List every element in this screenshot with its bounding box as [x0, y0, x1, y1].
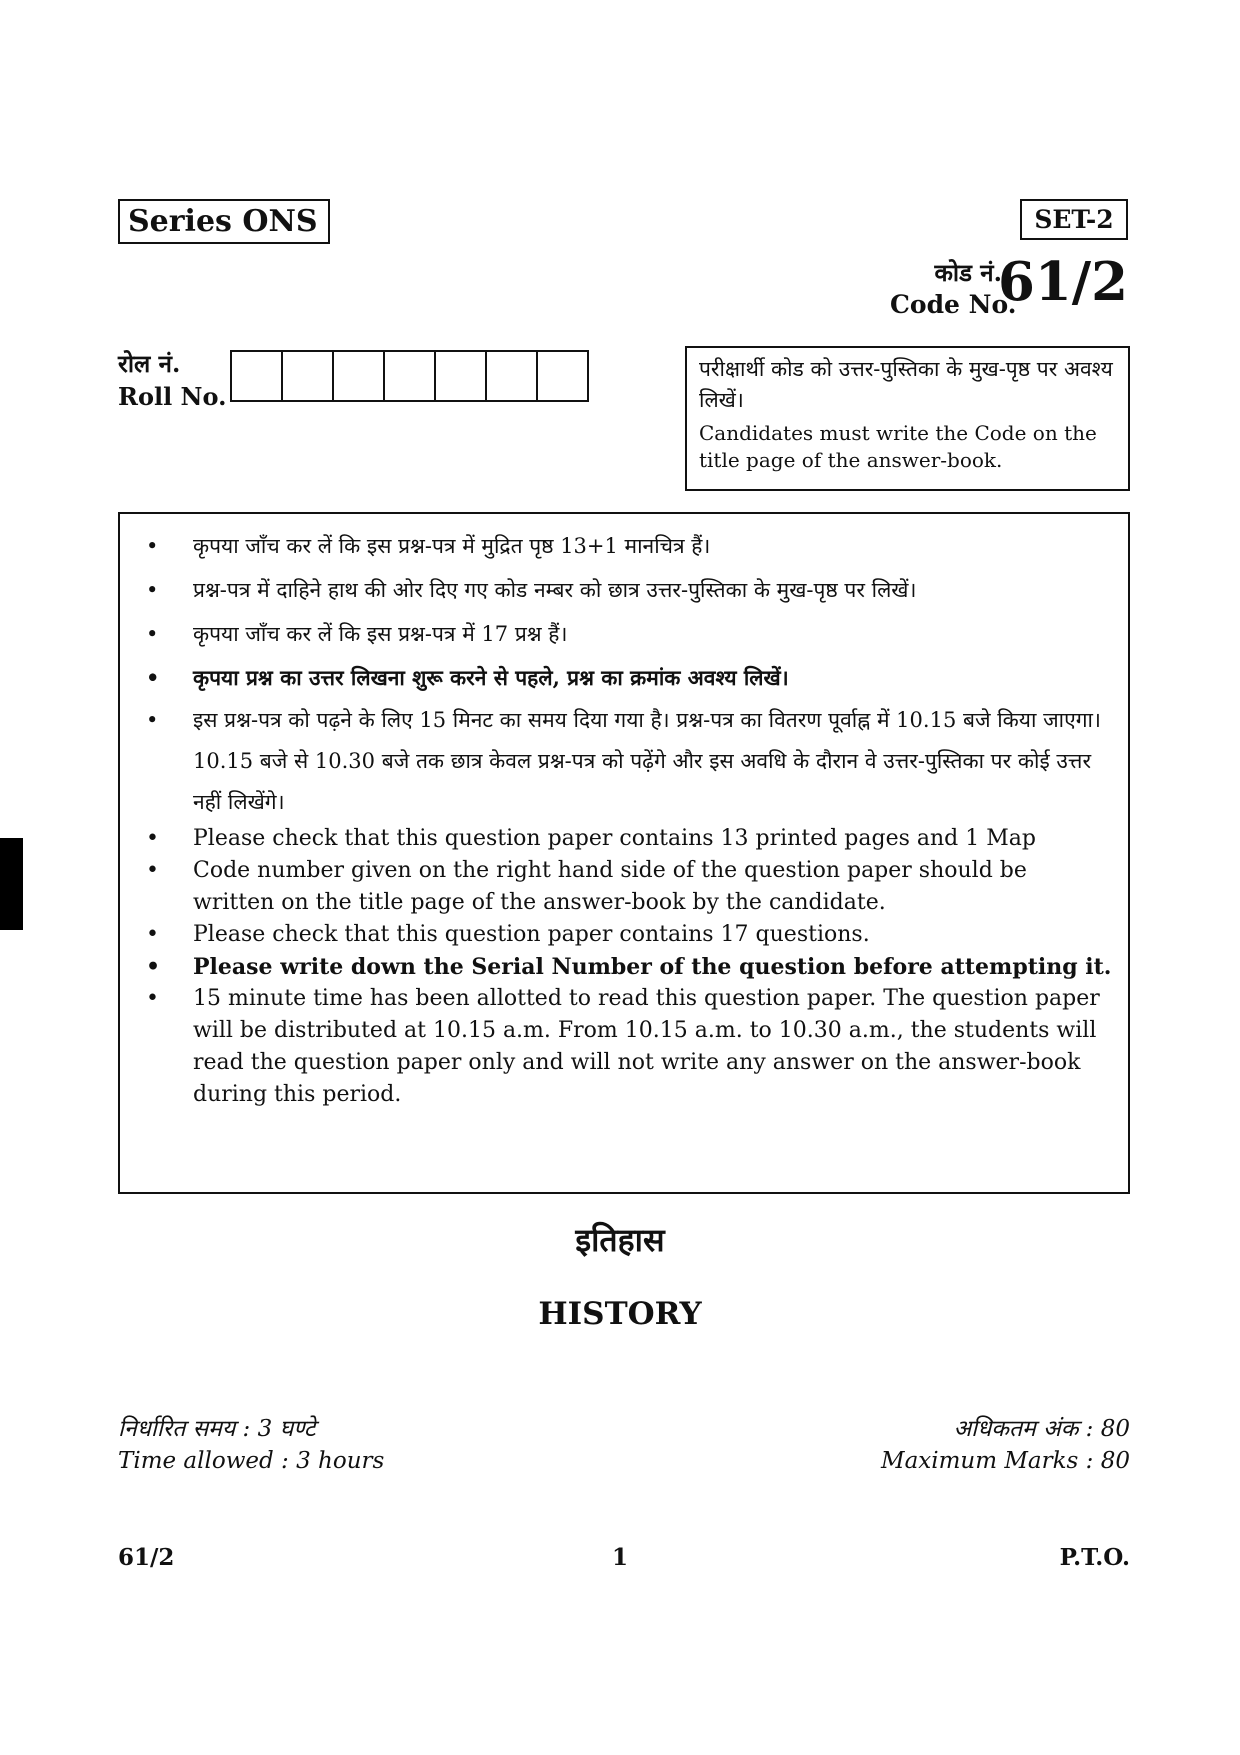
roll-cell[interactable]	[232, 352, 283, 400]
bullet: •	[146, 986, 159, 1011]
footer-code: 61/2	[118, 1544, 175, 1571]
bullet: •	[146, 922, 159, 947]
candidate-note-box	[685, 346, 1130, 491]
pto-label: P.T.O.	[1059, 1544, 1130, 1571]
instruction-text: Please check that this question paper contains 13 printed pages and 1 Map	[193, 826, 1036, 851]
time-allowed-english: Time allowed : 3 hours	[118, 1448, 385, 1474]
instruction-item	[130, 700, 1114, 823]
bullet: •	[146, 826, 159, 851]
instruction-text: कृपया जाँच कर लें कि इस प्रश्न-पत्र में 17 प्रश्न हैं।	[193, 622, 568, 646]
bullet: •	[146, 578, 159, 602]
bullet: •	[146, 954, 161, 980]
page-number: 1	[611, 1544, 628, 1571]
instruction-text: Code number given on the right hand side of the question paper should be written on the title page of the answer-book by the candidate.	[193, 858, 1027, 915]
roll-cell[interactable]	[487, 352, 538, 400]
instruction-text: Please write down the Serial Number of the question before attempting it.	[193, 954, 1112, 980]
code-label-hindi: कोड नं.	[934, 258, 1002, 287]
series-label: Series ONS	[118, 199, 330, 244]
max-marks-english: Maximum Marks : 80	[881, 1448, 1130, 1474]
subject-title-english: HISTORY	[538, 1296, 702, 1332]
instruction-text: Please check that this question paper contains 17 questions.	[193, 922, 870, 947]
instruction-item	[130, 919, 1114, 951]
max-marks-hindi: अधिकतम अंक : 80	[953, 1416, 1130, 1442]
roll-cell[interactable]	[436, 352, 487, 400]
code-number: 61/2	[998, 251, 1128, 313]
instruction-text: प्रश्न-पत्र में दाहिने हाथ की ओर दिए गए कोड नम्बर को छात्र उत्तर-पुस्तिका के मुख-पृष्ठ पर लिखें।	[193, 578, 917, 602]
instruction-item	[130, 656, 1114, 700]
registration-mark	[0, 838, 23, 930]
instruction-text: 15 minute time has been allotted to read this question paper. The question paper will be distributed at 10.15 a.m. From 10.15 a.m. to 10.30 a.m., the students will read the question paper only and will not write any answer on the answer-book during this period.	[193, 986, 1100, 1107]
time-allowed-hindi: निर्धारित समय : 3 घण्टे	[118, 1416, 316, 1442]
instruction-item	[130, 524, 1114, 568]
roll-label-hindi: रोल नं.	[118, 349, 181, 378]
code-label-english: Code No.	[890, 290, 1017, 319]
roll-cell[interactable]	[538, 352, 587, 400]
roll-number-grid	[230, 350, 589, 402]
instruction-item	[130, 855, 1114, 919]
roll-cell[interactable]	[385, 352, 436, 400]
bullet: •	[146, 622, 159, 646]
instruction-text: कृपया प्रश्न का उत्तर लिखना शुरू करने से पहले, प्रश्न का क्रमांक अवश्य लिखें।	[193, 665, 789, 690]
bullet: •	[146, 534, 159, 558]
bullet: •	[146, 708, 159, 732]
bullet: •	[146, 665, 160, 690]
instruction-item	[130, 568, 1114, 612]
instructions-box	[118, 512, 1130, 1194]
instruction-item	[130, 951, 1114, 983]
candidate-note-hindi: परीक्षार्थी कोड को उत्तर-पुस्तिका के मुख-पृष्ठ पर अवश्य लिखें।	[699, 357, 1113, 412]
instruction-text: कृपया जाँच कर लें कि इस प्रश्न-पत्र में मुद्रित पृष्ठ 13+1 मानचित्र हैं।	[193, 534, 711, 558]
instruction-item	[130, 612, 1114, 656]
bullet: •	[146, 858, 159, 883]
subject-title-hindi: इतिहास	[575, 1221, 665, 1259]
set-label: SET-2	[1020, 199, 1128, 240]
instruction-item	[130, 983, 1114, 1111]
instruction-item	[130, 823, 1114, 855]
instruction-text: इस प्रश्न-पत्र को पढ़ने के लिए 15 मिनट का समय दिया गया है। प्रश्न-पत्र का वितरण पूर्वाह्न में 10.15 बजे किया जाएगा। 10.15 बजे से 10.30 बजे तक छात्र केवल प्रश्न-पत्र को पढ़ेंगे और इस अवधि के दौरान वे उत्तर-पुस्तिका पर कोई उत्तर नहीं लिखेंगे।	[193, 708, 1101, 814]
roll-label-english: Roll No.	[118, 382, 227, 411]
roll-cell[interactable]	[334, 352, 385, 400]
candidate-note-english: Candidates must write the Code on the title page of the answer-book.	[699, 421, 1097, 472]
roll-cell[interactable]	[283, 352, 334, 400]
